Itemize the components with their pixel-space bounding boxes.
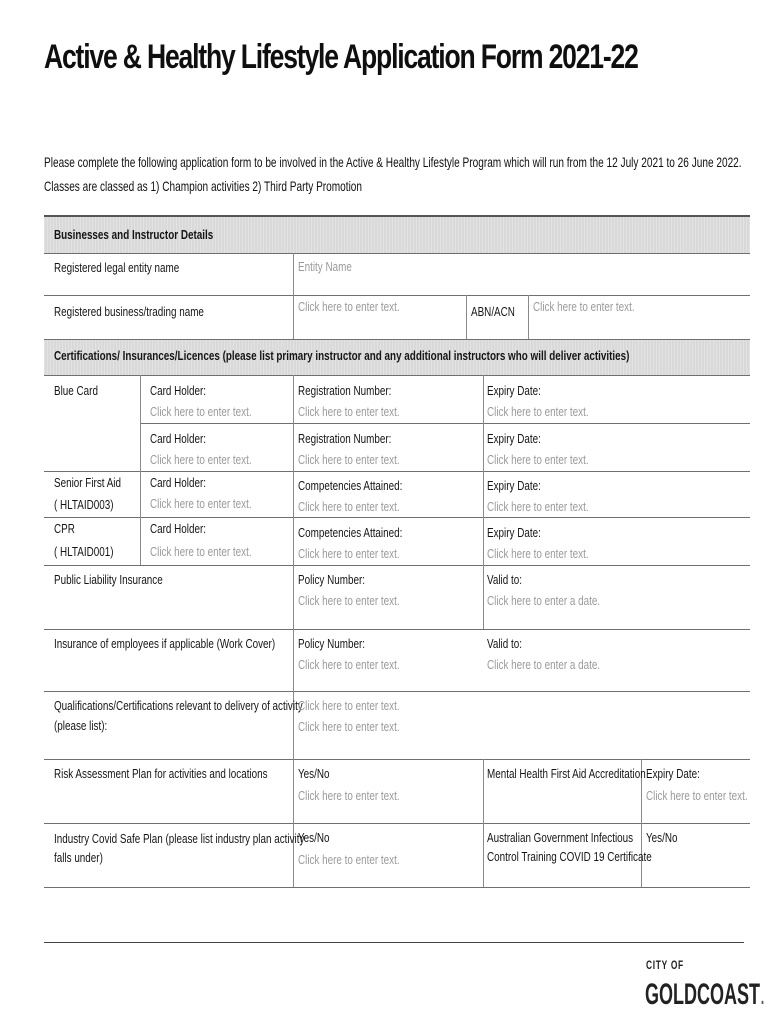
expiry-date-input-1[interactable]: Click here to enter text. <box>487 404 589 419</box>
card-holder-label: Card Holder: <box>150 383 207 398</box>
expiry-date-label: Expiry Date: <box>487 431 541 446</box>
rule <box>44 375 750 376</box>
infection-control-label-1: Australian Government Infectious <box>487 830 634 845</box>
abn-label: ABN/ACN <box>471 304 515 319</box>
risk-yes-no-label: Yes/No <box>298 766 330 781</box>
rule <box>44 517 750 518</box>
rule <box>44 887 750 888</box>
senior-first-aid-label: Senior First Aid <box>54 475 121 490</box>
first-aid-competencies-input[interactable]: Click here to enter text. <box>298 499 400 514</box>
registration-number-input-1[interactable]: Click here to enter text. <box>298 404 400 419</box>
covid-plan-label-2: falls under) <box>54 850 103 865</box>
mental-health-expiry-input[interactable]: Click here to enter text. <box>646 788 748 803</box>
public-liability-date-input[interactable]: Click here to enter a date. <box>487 593 601 608</box>
mental-health-expiry-label: Expiry Date: <box>646 766 700 781</box>
first-aid-expiry-input[interactable]: Click here to enter text. <box>487 499 589 514</box>
work-cover-label: Insurance of employees if applicable (Work Cover) <box>54 636 276 651</box>
expiry-date-input-2[interactable]: Click here to enter text. <box>487 452 589 467</box>
rule <box>293 253 294 339</box>
application-form <box>44 215 750 891</box>
trading-name-input[interactable]: Click here to enter text. <box>298 299 400 314</box>
policy-number-label: Policy Number: <box>298 572 365 587</box>
public-liability-policy-input[interactable]: Click here to enter text. <box>298 593 400 608</box>
expiry-date-label: Expiry Date: <box>487 525 541 540</box>
first-aid-holder-input[interactable]: Click here to enter text. <box>150 496 252 511</box>
hltaid003-label: ( HLTAID003) <box>54 497 114 512</box>
rule <box>44 471 750 472</box>
hltaid001-label: ( HLTAID001) <box>54 544 114 559</box>
rule <box>140 423 750 424</box>
card-holder-label: Card Holder: <box>150 521 207 536</box>
legal-entity-input[interactable]: Entity Name <box>298 259 352 274</box>
section-header-business: Businesses and Instructor Details <box>54 227 214 242</box>
intro-text <box>44 150 742 198</box>
legal-entity-label: Registered legal entity name <box>54 260 180 275</box>
rule <box>466 295 467 339</box>
covid-plan-label-1: Industry Covid Safe Plan (please list industry plan activity <box>54 831 305 846</box>
expiry-date-label: Expiry Date: <box>487 478 541 493</box>
intro-line-1: Please complete the following application form to be involved in the Active & Healthy Lifestyle Program which will run from the 12 July 2021 to 26 June 2022. <box>44 154 742 170</box>
rule <box>44 565 750 566</box>
blue-card-holder-input-1[interactable]: Click here to enter text. <box>150 404 252 419</box>
qualifications-input-1[interactable]: Click here to enter text. <box>298 698 400 713</box>
work-cover-policy-input[interactable]: Click here to enter text. <box>298 657 400 672</box>
qualifications-label-1: Qualifications/Certifications relevant to delivery of activity <box>54 698 303 713</box>
footer-divider <box>44 942 744 943</box>
blue-card-label: Blue Card <box>54 383 98 398</box>
goldcoast-logo <box>645 978 765 1012</box>
qualifications-label-2: (please list): <box>54 718 108 733</box>
card-holder-label: Card Holder: <box>150 431 207 446</box>
policy-number-label: Policy Number: <box>298 636 365 651</box>
trading-name-label: Registered business/trading name <box>54 304 204 319</box>
competencies-attained-label: Competencies Attained: <box>298 525 403 540</box>
registration-number-input-2[interactable]: Click here to enter text. <box>298 452 400 467</box>
logo-city-of: CITY OF <box>646 958 684 972</box>
section-header-certifications: Certifications/ Insurances/Licences (please list primary instructor and any additional instructors who will deliver activities) <box>54 348 630 363</box>
competencies-attained-label: Competencies Attained: <box>298 478 403 493</box>
registration-number-label: Registration Number: <box>298 431 392 446</box>
rule <box>528 295 529 339</box>
rule <box>140 375 141 565</box>
rule <box>44 629 750 630</box>
cpr-holder-input[interactable]: Click here to enter text. <box>150 544 252 559</box>
valid-to-label: Valid to: <box>487 636 522 651</box>
public-liability-label: Public Liability Insurance <box>54 572 163 587</box>
rule <box>44 759 750 760</box>
rule <box>44 339 750 340</box>
qualifications-input-2[interactable]: Click here to enter text. <box>298 719 400 734</box>
rule <box>44 295 750 296</box>
logo-dot: . <box>760 978 766 1011</box>
covid-plan-input[interactable]: Click here to enter text. <box>298 852 400 867</box>
risk-assessment-input[interactable]: Click here to enter text. <box>298 788 400 803</box>
expiry-date-label: Expiry Date: <box>487 383 541 398</box>
mental-health-label: Mental Health First Aid Accreditation <box>487 766 646 781</box>
risk-assessment-label: Risk Assessment Plan for activities and locations <box>54 766 268 781</box>
rule <box>483 375 484 629</box>
infection-yes-no-label: Yes/No <box>646 830 678 845</box>
cpr-expiry-input[interactable]: Click here to enter text. <box>487 546 589 561</box>
rule <box>44 215 750 217</box>
blue-card-holder-input-2[interactable]: Click here to enter text. <box>150 452 252 467</box>
logo-goldcoast-text: GOLDCOAST <box>645 978 761 1011</box>
cpr-competencies-input[interactable]: Click here to enter text. <box>298 546 400 561</box>
page-title: Active & Healthy Lifestyle Application Form 2021-22 <box>44 38 638 76</box>
rule <box>44 691 750 692</box>
card-holder-label: Card Holder: <box>150 475 207 490</box>
covid-yes-no-label: Yes/No <box>298 830 330 845</box>
abn-input[interactable]: Click here to enter text. <box>533 299 635 314</box>
rule <box>44 823 750 824</box>
rule <box>483 759 484 887</box>
intro-line-2: Classes are classed as 1) Champion activities 2) Third Party Promotion <box>44 178 363 194</box>
work-cover-date-input[interactable]: Click here to enter a date. <box>487 657 601 672</box>
registration-number-label: Registration Number: <box>298 383 392 398</box>
valid-to-label: Valid to: <box>487 572 522 587</box>
infection-control-label-2: Control Training COVID 19 Certificate <box>487 849 652 864</box>
cpr-label: CPR <box>54 521 75 536</box>
rule <box>44 253 750 254</box>
rule <box>293 375 294 887</box>
